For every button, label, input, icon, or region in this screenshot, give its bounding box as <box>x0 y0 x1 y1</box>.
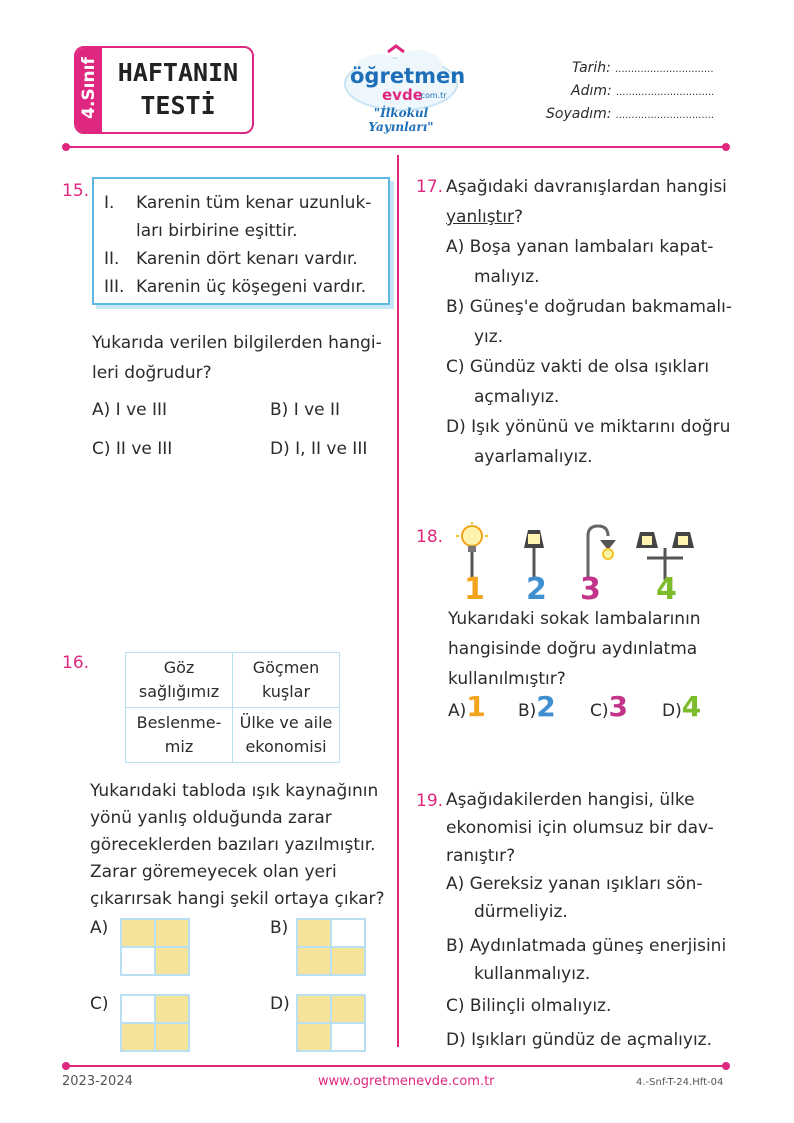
question-19-stem <box>446 786 714 870</box>
footer-divider <box>66 1065 726 1067</box>
lamp-number-2: 2 <box>526 572 547 607</box>
date-label: Tarih: <box>572 60 611 76</box>
q17-a-line2: malıyız. <box>474 267 540 287</box>
q16-option-b-label[interactable]: B) <box>270 918 289 938</box>
grid-cell <box>156 920 188 946</box>
grid-cell <box>332 1024 364 1050</box>
q15-option-b[interactable]: B) I ve II <box>270 400 341 420</box>
q16-option-a-label[interactable]: A) <box>90 918 109 938</box>
q18-option-b[interactable] <box>518 690 556 723</box>
surname-label: Soyadım: <box>546 106 612 122</box>
grid-cell <box>156 1024 188 1050</box>
q17-option-c[interactable] <box>446 352 709 412</box>
grid-cell <box>332 948 364 974</box>
q16-table <box>125 652 340 763</box>
q15-stem-line-1: Yukarıda verilen bilgilerden hangi- <box>92 333 382 353</box>
publisher-logo <box>338 44 466 134</box>
name-dots: ............................... <box>616 87 715 98</box>
cell-line: Beslenme- <box>136 713 222 732</box>
grade-label: 4.Sınıf <box>79 57 99 119</box>
q15-option-c[interactable]: C) II ve III <box>92 439 173 459</box>
q19-d-line1: D) Işıkları gündüz de açmalıyız. <box>446 1030 713 1050</box>
grid-cell <box>298 948 330 974</box>
q16-stem-line: Yukarıdaki tabloda ışık kaynağının <box>90 781 379 801</box>
q18-option-d[interactable] <box>662 690 701 723</box>
grid-cell <box>156 996 188 1022</box>
statement-2-num: II. <box>104 249 120 269</box>
q16-stem-line: yönü yanlış olduğunda zarar <box>90 808 332 828</box>
q19-option-b[interactable] <box>446 932 726 988</box>
q19-b-line2: kullanmalıyız. <box>474 964 591 984</box>
q17-b-line1: B) Güneş'e doğrudan bakmamalı- <box>446 297 732 317</box>
question-19-number: 19. <box>416 791 444 811</box>
q17-b-line2: yız. <box>474 327 504 347</box>
question-15-statements-box <box>92 177 390 305</box>
q18-d-label: D) <box>662 701 682 721</box>
lamp-number-4: 4 <box>656 572 677 607</box>
logo-sub-text: evde <box>382 86 423 104</box>
lamp-number-3: 3 <box>580 572 601 607</box>
q17-stem-line-2 <box>446 202 727 232</box>
question-17-stem <box>446 172 727 232</box>
grid-cell <box>298 996 330 1022</box>
name-field[interactable] <box>571 83 715 99</box>
footer-website[interactable]: www.ogretmenevde.com.tr <box>318 1074 495 1089</box>
q18-c-label: C) <box>590 701 609 721</box>
statement-2-text: Karenin dört kenarı vardır. <box>136 249 358 269</box>
q16-option-a-grid[interactable] <box>120 918 190 976</box>
q17-c-line2: açmalıyız. <box>474 387 560 407</box>
q18-b-number: 2 <box>536 690 556 723</box>
logo-tagline: "İlkokul Yayınları" <box>368 106 434 134</box>
question-18-number: 18. <box>416 527 444 547</box>
column-divider <box>397 155 399 1047</box>
grid-cell <box>122 996 154 1022</box>
page-title <box>106 56 250 122</box>
date-dots: ............................... <box>615 64 714 75</box>
q15-option-d[interactable]: D) I, II ve III <box>270 439 368 459</box>
q19-stem-line: ekonomisi için olumsuz bir dav- <box>446 818 714 838</box>
q18-a-label: A) <box>448 701 467 721</box>
question-15-stem <box>92 328 382 388</box>
q18-option-a[interactable] <box>448 690 486 723</box>
title-line-1: HAFTANIN <box>117 58 239 87</box>
q19-a-line1: A) Gereksiz yanan ışıkları sön- <box>446 874 703 894</box>
cell-line: miz <box>164 737 194 756</box>
q17-underlined-word: yanlıştır <box>446 207 514 227</box>
q18-stem-line: Yukarıdaki sokak lambalarının <box>448 609 701 629</box>
statement-3-text: Karenin üç köşegeni vardır. <box>136 277 367 297</box>
q18-stem-line: hangisinde doğru aydınlatma <box>448 639 698 659</box>
street-lamps-illustration <box>448 522 708 606</box>
grid-cell <box>156 948 188 974</box>
cell-line: ekonomisi <box>245 737 327 756</box>
q16-option-d-grid[interactable] <box>296 994 366 1052</box>
header-divider-dot-right <box>722 143 730 151</box>
logo-domain-text: .com.tr <box>418 91 447 100</box>
cell-line: Göz <box>163 658 195 677</box>
grid-cell <box>122 948 154 974</box>
logo-main-text: öğretmen <box>350 64 466 88</box>
q16-cell-eye <box>126 653 233 708</box>
statement-1-num: I. <box>104 193 115 213</box>
q18-option-c[interactable] <box>590 690 628 723</box>
q19-option-a[interactable] <box>446 870 703 926</box>
statement-1-cont: ları birbirine eşittir. <box>136 221 298 241</box>
grade-title-badge <box>74 46 254 134</box>
q17-question-mark: ? <box>513 207 523 227</box>
q17-a-line1: A) Boşa yanan lambaları kapat- <box>446 237 714 257</box>
question-15-number: 15. <box>62 181 90 201</box>
q17-option-a[interactable] <box>446 232 713 292</box>
surname-dots: ............................... <box>615 110 715 121</box>
question-16-stem <box>90 778 385 913</box>
q17-d-line2: ayarlamalıyız. <box>474 447 593 467</box>
q19-a-line2: dürmeliyiz. <box>474 902 568 922</box>
q17-option-d[interactable] <box>446 412 730 472</box>
q16-cell-economy <box>233 708 340 763</box>
q19-option-c[interactable] <box>446 992 611 1020</box>
q17-d-line1: D) Işık yönünü ve miktarını doğru <box>446 417 731 437</box>
date-field[interactable] <box>572 60 714 76</box>
q17-stem-line-1: Aşağıdaki davranışlardan hangisi <box>446 177 727 197</box>
q18-stem-line: kullanılmıştır? <box>448 669 566 689</box>
surname-field[interactable] <box>546 106 714 122</box>
question-16-number: 16. <box>62 653 90 673</box>
footer-year: 2023-2024 <box>62 1074 133 1089</box>
question-17-number: 17. <box>416 177 444 197</box>
q18-d-number: 4 <box>681 690 702 723</box>
footer-divider-dot-right <box>722 1062 730 1070</box>
cell-line: sağlığımız <box>138 682 220 701</box>
grid-cell <box>298 920 330 946</box>
q16-cell-nutrition <box>126 708 233 763</box>
q15-stem-line-2: leri doğrudur? <box>92 363 212 383</box>
q16-option-b-grid[interactable] <box>296 918 366 976</box>
q15-option-a[interactable]: A) I ve III <box>92 400 168 420</box>
q16-option-c-grid[interactable] <box>120 994 190 1052</box>
q19-option-d[interactable] <box>446 1026 712 1054</box>
grid-cell <box>332 920 364 946</box>
cell-line: kuşlar <box>261 682 311 701</box>
q18-c-number: 3 <box>608 690 628 723</box>
q19-stem-line: ranıştır? <box>446 846 516 866</box>
lamp-number-1: 1 <box>464 572 485 607</box>
grid-cell <box>122 920 154 946</box>
q19-c-line1: C) Bilinçli olmalıyız. <box>446 996 612 1016</box>
q17-c-line1: C) Gündüz vakti de olsa ışıkları <box>446 357 710 377</box>
q16-cell-birds <box>233 653 340 708</box>
q16-stem-line: çıkarırsak hangi şekil ortaya çıkar? <box>90 889 385 909</box>
q16-stem-line: göreceklerden bazıları yazılmıştır. <box>90 835 376 855</box>
q16-stem-line: Zarar göremeyecek olan yeri <box>90 862 337 882</box>
statement-3-num: III. <box>104 277 125 297</box>
question-18-stem <box>448 604 701 694</box>
statement-1-text: Karenin tüm kenar uzunluk- <box>136 193 372 213</box>
grid-cell <box>122 1024 154 1050</box>
q19-b-line1: B) Aydınlatmada güneş enerjisini <box>446 936 727 956</box>
q16-option-d-label[interactable]: D) <box>270 994 290 1014</box>
title-line-2: TESTİ <box>140 91 216 120</box>
cell-line: Göçmen <box>252 658 320 677</box>
grade-tab <box>76 48 102 132</box>
grid-cell <box>298 1024 330 1050</box>
q19-stem-line: Aşağıdakilerden hangisi, ülke <box>446 790 695 810</box>
cell-line: Ülke ve aile <box>239 713 333 732</box>
footer-code: 4.-Snf-T-24.Hft-04 <box>636 1077 724 1088</box>
grid-cell <box>332 996 364 1022</box>
q16-option-c-label[interactable]: C) <box>90 994 109 1014</box>
q17-option-b[interactable] <box>446 292 732 352</box>
q18-b-label: B) <box>518 701 537 721</box>
name-label: Adım: <box>571 83 612 99</box>
header-divider <box>66 146 726 148</box>
q18-a-number: 1 <box>466 690 486 723</box>
